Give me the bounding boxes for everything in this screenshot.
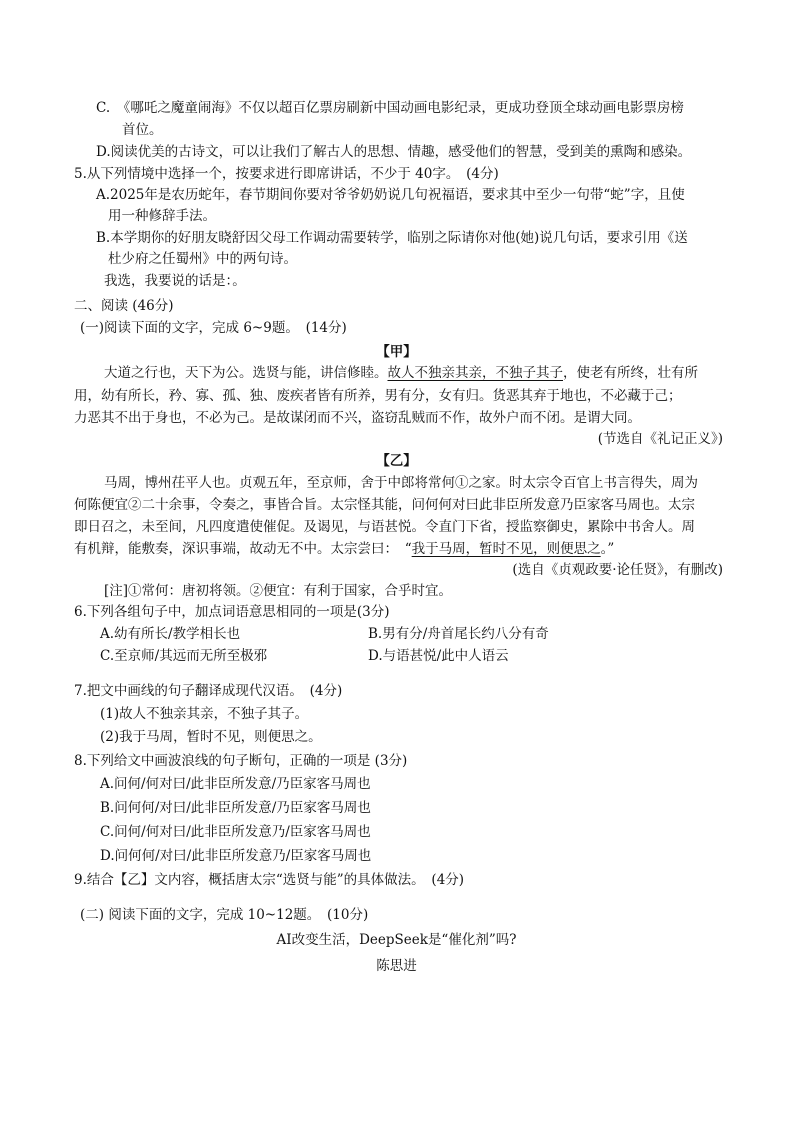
passage-yi-underlined-sentence: 我于马周，暂时不见，则便思之 bbox=[411, 541, 601, 557]
q8-option-d: D.问何何/对曰/此非臣所发意乃/臣家客马周也 bbox=[100, 848, 372, 864]
q8-option-a: A.问何/何对曰/此非臣所发意/乃臣家客马周也 bbox=[100, 776, 371, 792]
q4-option-d: D.阅读优美的古诗文，可以让我们了解古人的思想、情趣，感受他们的智慧，受到美的熏陶和感染。 bbox=[96, 144, 692, 160]
passage-jia-line1 bbox=[104, 362, 698, 384]
q5-option-a-line1: A.2025年是农历蛇年，春节期间你要对爷爷奶奶说几句祝福语，要求其中至少一句带“蛇”字，且使 bbox=[96, 187, 685, 203]
passage-yi-source: (选自《贞观政要·论任贤》，有删改) bbox=[512, 562, 723, 578]
q8-stem: 8.下列给文中画波浪线的句子断句，正确的一项是 (3分) bbox=[74, 753, 408, 769]
q5-option-a-line2: 用一种修辞手法。 bbox=[108, 208, 216, 224]
passage-yi-line3: 即日召之，未至间，凡四度遣使催促。及谒见，与语甚悦。令直门下省，授监察御史，累除中书舍人。周 bbox=[74, 519, 695, 535]
article-title: AI改变生活，DeepSeek是“催化剂”吗? bbox=[276, 932, 517, 948]
passage-yi-heading: 【乙】 bbox=[376, 453, 417, 469]
q6-stem: 6.下列各组句子中，加点词语意思相同的一项是(3分) bbox=[74, 604, 390, 620]
q8-option-c: C.问何/何对曰/此非臣所发意乃/臣家客马周也 bbox=[100, 824, 371, 840]
q5-option-b-line2: 杜少府之任蜀州》中的两句诗。 bbox=[108, 251, 297, 267]
passage-jia-source: (节选自《礼记正义》) bbox=[597, 431, 723, 447]
passage-jia-line1-end: ，使老有所终，壮有所 bbox=[563, 365, 698, 381]
q4-option-c-line1: C. 《哪吒之魔童闹海》不仅以超百亿票房刷新中国动画电影纪录，更成功登顶全球动画电影票房榜 bbox=[96, 100, 684, 116]
q7-sentence-1: (1)故人不独亲其亲，不独子其子。 bbox=[100, 706, 309, 722]
q6-option-d: D.与语甚悦/此中人语云 bbox=[368, 648, 509, 664]
passage-jia-line2: 用，幼有所长，矜、寡、孤、独、废疾者皆有所养，男有分，女有归。货恶其弃于地也，不必藏于己； bbox=[74, 388, 682, 404]
section2-title: 二、阅读 (46分) bbox=[74, 298, 174, 314]
q6-option-c: C.至京师/其远而无所至极邪 bbox=[100, 648, 268, 664]
q6-option-b: B.男有分/舟首尾长约八分有奇 bbox=[368, 626, 549, 642]
article-author: 陈思进 bbox=[376, 958, 417, 974]
passage-yi-line4-end: 。” bbox=[600, 541, 615, 557]
part2-title: (二) 阅读下面的文字，完成 10~12题。 (10分) bbox=[80, 907, 369, 923]
q6-option-a: A.幼有所长/教学相长也 bbox=[100, 626, 241, 642]
part1-title: (一)阅读下面的文字，完成 6~9题。 (14分) bbox=[80, 320, 347, 336]
passage-yi-line2: 何陈便宜②二十余事，令奏之，事皆合旨。太宗怪其能，问何何对曰此非臣所发意乃臣家客马周也。太宗 bbox=[74, 497, 695, 513]
q9-stem: 9.结合【乙】文内容，概括唐太宗“选贤与能”的具体做法。 (4分) bbox=[74, 872, 465, 888]
q8-option-b: B.问何何/对曰/此非臣所发意/乃臣家客马周也 bbox=[100, 800, 371, 816]
passage-yi-line1: 马周，博州茌平人也。贞观五年，至京师，舍于中郎将常何①之家。时太宗令百官上书言得失，周为 bbox=[104, 475, 698, 491]
passage-jia-underlined-sentence: 故人不独亲其亲，不独子其子 bbox=[387, 365, 563, 381]
q5-option-b-line1: B.本学期你的好朋友晓舒因父母工作调动需要转学，临别之际请你对他(她)说几句话，要求引用《送 bbox=[96, 230, 688, 246]
q4-option-c-line2: 首位。 bbox=[122, 122, 163, 138]
passage-jia-line3: 力恶其不出于身也，不必为己。是故谋闭而不兴，盗窃乱贼而不作，故外户而不闭。是谓大同。 bbox=[74, 410, 641, 426]
passage-yi-line4-start: 有机辩，能敷奏，深识事端，故动无不中。太宗尝曰： “ bbox=[74, 541, 412, 557]
passage-yi-note: [注]①常何：唐初将领。②便宜：有利于国家，合乎时宜。 bbox=[104, 583, 453, 599]
passage-yi-line4 bbox=[74, 538, 614, 560]
q7-stem: 7.把文中画线的句子翻译成现代汉语。 (4分) bbox=[74, 683, 343, 699]
q5-answer-prompt: 我选，我要说的话是：。 bbox=[104, 273, 246, 289]
q7-sentence-2: (2)我于马周，暂时不见，则便思之。 bbox=[100, 729, 322, 745]
passage-jia-line1-start: 大道之行也，天下为公。选贤与能，讲信修睦。 bbox=[104, 365, 388, 381]
passage-jia-heading: 【甲】 bbox=[376, 344, 417, 360]
q5-stem: 5.从下列情境中选择一个，按要求进行即席讲话，不少于 40字。 (4分) bbox=[74, 166, 499, 182]
